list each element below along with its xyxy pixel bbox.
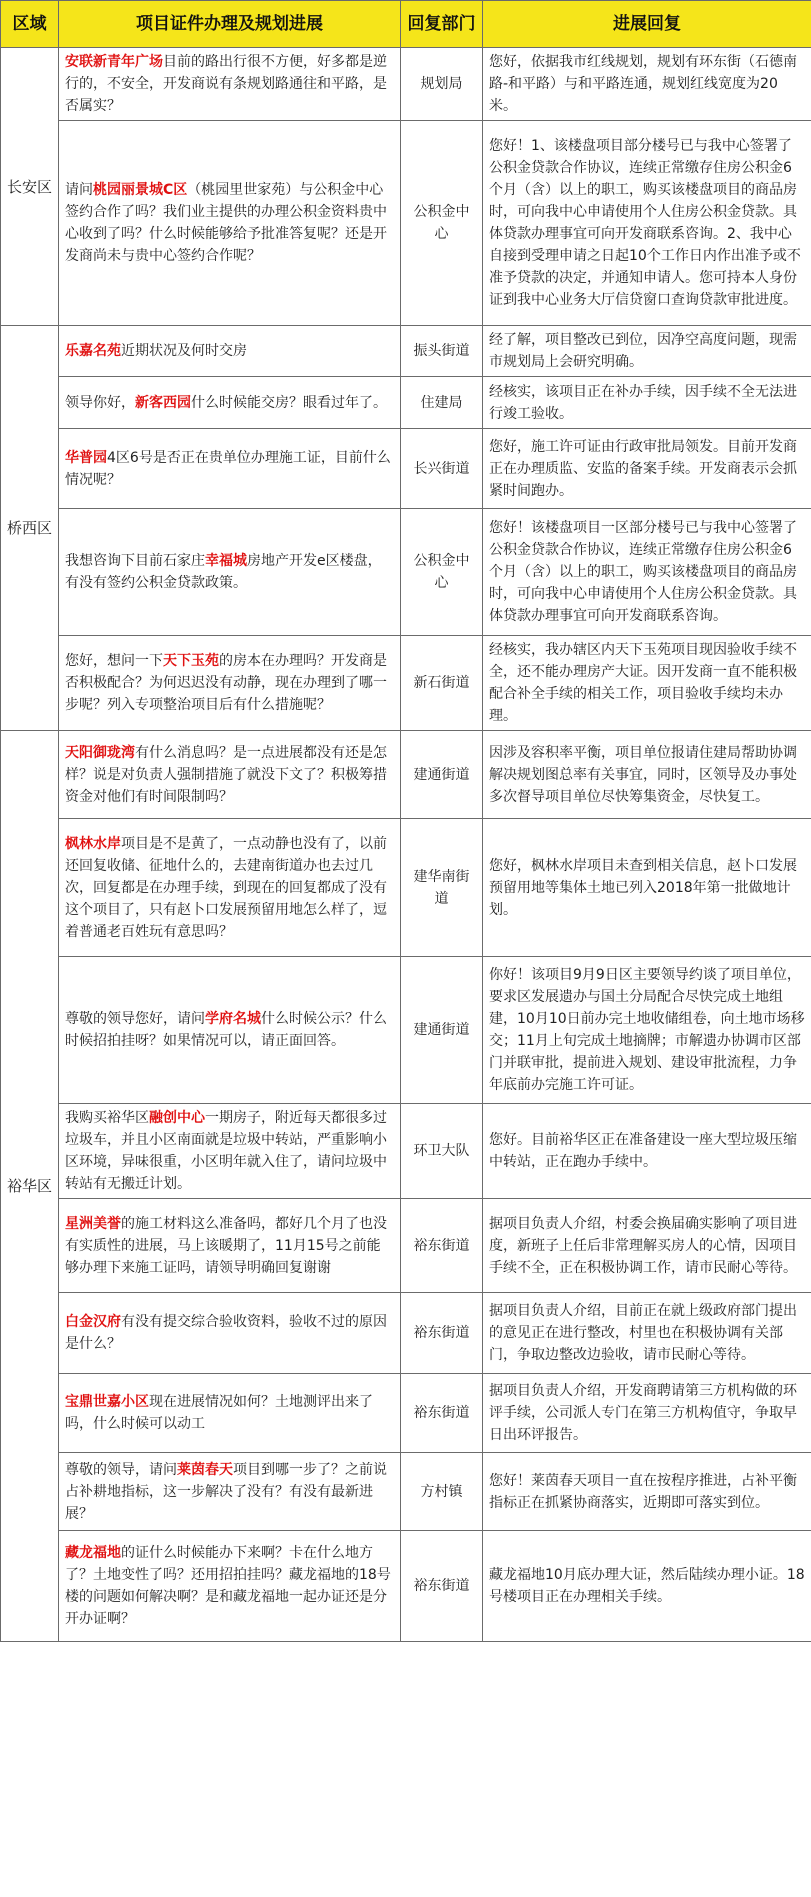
- question-text: 什么时候公示？什么时候招拍挂呀？如果情况可以，请正面回答。: [65, 1011, 387, 1049]
- reply-cell: 据项目负责人介绍，开发商聘请第三方机构做的环评手续，公司派人专门在第三方机构值守，争取早日出环评报告。: [483, 1374, 811, 1453]
- project-name: 学府名城: [205, 1011, 261, 1027]
- project-name: 幸福城: [205, 553, 247, 569]
- table-row: [1, 1293, 811, 1374]
- question-text: 目前的路出行很不方便，好多都是逆行的，不安全，开发商说有条规划路通往和平路，是否属实？: [65, 54, 387, 114]
- reply-cell: 您好！该楼盘项目一区部分楼号已与我中心签署了公积金贷款合作协议，连续正常缴存住房公积金6个月（含）以上的职工，购买该楼盘项目的商品房时，可向我中心申请使用个人住房公积金贷款。具体贷款办理事宜可向开发商联系咨询。: [483, 509, 811, 636]
- header-reply: 进展回复: [483, 1, 811, 48]
- table-row: [1, 48, 811, 121]
- project-name: 宝鼎世嘉小区: [65, 1394, 149, 1410]
- question-prefix: 我想咨询下目前石家庄: [65, 553, 205, 569]
- question-text: 项目到哪一步了？之前说占补耕地指标，这一步解决了没有？有没有最新进展？: [65, 1461, 387, 1522]
- dept-cell: 裕东街道: [401, 1199, 483, 1293]
- reply-cell: 经核实，该项目正在补办手续，因手续不全无法进行竣工验收。: [483, 377, 811, 429]
- table-row: [1, 1453, 811, 1531]
- reply-cell: 您好，依据我市红线规划，规划有环东街（石德南路-和平路）与和平路连通，规划红线宽度为20米。: [483, 48, 811, 121]
- header-dept: 回复部门: [401, 1, 483, 48]
- question-text: 的施工材料这么准备吗，都好几个月了也没有实质性的进展，马上该暖期了，11月15号之前能够办理下来施工证吗，请领导明确回复谢谢: [65, 1215, 387, 1276]
- table-row: [1, 1531, 811, 1642]
- table-row: [1, 429, 811, 509]
- reply-cell: 据项目负责人介绍，村委会换届确实影响了项目进度，新班子上任后非常理解买房人的心情，因项目手续不全，正在积极协调工作，请市民耐心等待。: [483, 1199, 811, 1293]
- question-cell: [59, 1104, 401, 1199]
- dept-cell: 建通街道: [401, 731, 483, 819]
- region-cell: 长安区: [1, 48, 59, 326]
- project-name: 新客西园: [135, 394, 191, 411]
- project-name: 桃园丽景城C区: [93, 182, 188, 198]
- question-prefix: 尊敬的领导您好，请问: [65, 1011, 205, 1027]
- question-text: 近期状况及何时交房: [121, 343, 247, 359]
- question-text: 有什么消息吗？是一点进展都没有还是怎样？说是对负责人强制措施了就没下文了？积极筹措资金对他们有时间限制吗？: [65, 744, 387, 805]
- table-row: [1, 731, 811, 819]
- question-cell: [59, 636, 401, 731]
- question-cell: [59, 509, 401, 636]
- project-name: 藏龙福地: [65, 1545, 121, 1561]
- reply-cell: 您好！1、该楼盘项目部分楼号已与我中心签署了公积金贷款合作协议，连续正常缴存住房公积金6个月（含）以上的职工，购买该楼盘项目的商品房时，可向我中心申请使用个人住房公积金贷款。具体贷款办理事宜可向开发商联系咨询。2、我中心自接到受理申请之日起10个工作日内作出准予或不准予贷款的决定，并通知申请人。您可持本人身份证到我中心业务大厅信贷窗口查询贷款审批进度。: [483, 121, 811, 326]
- project-name: 枫林水岸: [65, 835, 121, 852]
- project-name: 乐嘉名苑: [65, 343, 121, 359]
- dept-cell: 规划局: [401, 48, 483, 121]
- reply-cell: 您好！莱茵春天项目一直在按程序推进，占补平衡指标正在抓紧协商落实，近期即可落实到位。: [483, 1453, 811, 1531]
- dept-cell: 方村镇: [401, 1453, 483, 1531]
- question-prefix: 您好，想问一下: [65, 653, 163, 669]
- project-name: 莱茵春天: [177, 1461, 233, 1478]
- question-cell: [59, 48, 401, 121]
- reply-cell: 经了解，项目整改已到位，因净空高度问题，现需市规划局上会研究明确。: [483, 326, 811, 377]
- dept-cell: 裕东街道: [401, 1293, 483, 1374]
- dept-cell: 长兴街道: [401, 429, 483, 509]
- dept-cell: 住建局: [401, 377, 483, 429]
- question-prefix: 尊敬的领导，请问: [65, 1461, 177, 1478]
- question-text: 的证什么时候能办下来啊？卡在什么地方了？土地变性了吗？还用招拍挂吗？藏龙福地的18号楼的问题如何解决啊？是和藏龙福地一起办证还是分开办证啊？: [65, 1545, 391, 1627]
- question-cell: [59, 1199, 401, 1293]
- question-text: 一期房子，附近每天都很多过垃圾车，并且小区南面就是垃圾中转站，严重影响小区环境，异味很重，小区明年就入住了，请问垃圾中转站有无搬迁计划。: [65, 1110, 387, 1192]
- question-text: 现在进展情况如何？土地测评出来了吗，什么时候可以动工: [65, 1394, 373, 1432]
- project-name: 天下玉苑: [163, 653, 219, 669]
- question-cell: [59, 377, 401, 429]
- dept-cell: 公积金中心: [401, 121, 483, 326]
- question-cell: [59, 1531, 401, 1642]
- question-cell: [59, 1453, 401, 1531]
- project-name: 星洲美誉: [65, 1215, 121, 1232]
- table-row: [1, 1199, 811, 1293]
- table-row: [1, 1104, 811, 1199]
- question-prefix: 请问: [65, 182, 93, 198]
- project-name: 天阳御珑湾: [65, 744, 135, 761]
- dept-cell: 裕东街道: [401, 1374, 483, 1453]
- table-row: [1, 957, 811, 1104]
- question-cell: [59, 731, 401, 819]
- dept-cell: 振头街道: [401, 326, 483, 377]
- reply-cell: 据项目负责人介绍，目前正在就上级政府部门提出的意见正在进行整改，村里也在积极协调有关部门，争取边整改边验收，请市民耐心等待。: [483, 1293, 811, 1374]
- project-name: 白金汉府: [65, 1314, 121, 1330]
- table-row: [1, 377, 811, 429]
- question-cell: [59, 1374, 401, 1453]
- table-row: [1, 509, 811, 636]
- dept-cell: 建通街道: [401, 957, 483, 1104]
- question-text: 项目是不是黄了，一点动静也没有了，以前还回复收储、征地什么的，去建南街道办也去过几次，回复都是在办理手续，到现在的回复都成了没有这个项目了，只有赵卜口发展预留用地怎么样了，逗着普通老百姓玩有意思吗？: [65, 835, 387, 940]
- dept-cell: 建华南街道: [401, 819, 483, 957]
- table-row: [1, 326, 811, 377]
- reply-cell: 您好，枫林水岸项目未查到相关信息，赵卜口发展预留用地等集体土地已列入2018年第一批做地计划。: [483, 819, 811, 957]
- table-row: [1, 819, 811, 957]
- question-cell: [59, 429, 401, 509]
- table-row: [1, 121, 811, 326]
- question-prefix: 我购买裕华区: [65, 1110, 149, 1126]
- project-name: 融创中心: [149, 1110, 205, 1126]
- question-cell: [59, 819, 401, 957]
- reply-cell: 您好。目前裕华区正在准备建设一座大型垃圾压缩中转站，正在跑办手续中。: [483, 1104, 811, 1199]
- project-name: 华普园: [65, 449, 107, 466]
- header-project: 项目证件办理及规划进展: [59, 1, 401, 48]
- question-text: 房地产开发e区楼盘，有没有签约公积金贷款政策。: [65, 553, 382, 591]
- question-cell: [59, 121, 401, 326]
- table-row: [1, 636, 811, 731]
- dept-cell: 裕东街道: [401, 1531, 483, 1642]
- question-text: 有没有提交综合验收资料，验收不过的原因是什么？: [65, 1314, 387, 1352]
- dept-cell: 新石街道: [401, 636, 483, 731]
- reply-cell: 您好，施工许可证由行政审批局领发。目前开发商正在办理质监、安监的备案手续。开发商表示会抓紧时间跑办。: [483, 429, 811, 509]
- reply-cell: 藏龙福地10月底办理大证，然后陆续办理小证。18号楼项目正在办理相关手续。: [483, 1531, 811, 1642]
- header-row: [1, 1, 811, 48]
- dept-cell: 环卫大队: [401, 1104, 483, 1199]
- table-body: [1, 48, 811, 1642]
- dept-cell: 公积金中心: [401, 509, 483, 636]
- question-cell: [59, 1293, 401, 1374]
- reply-cell: 因涉及容积率平衡，项目单位报请住建局帮助协调解决规划图总率有关事宜，同时，区领导及办事处多次督导项目单位尽快筹集资金，尽快复工。: [483, 731, 811, 819]
- reply-cell: 经核实，我办辖区内天下玉苑项目现因验收手续不全，还不能办理房产大证。因开发商一直不能积极配合补全手续的相关工作，项目验收手续均未办理。: [483, 636, 811, 731]
- question-prefix: 领导你好，: [65, 394, 135, 411]
- question-text: 4区6号是否正在贵单位办理施工证，目前什么情况呢？: [65, 449, 391, 488]
- reply-cell: 你好！该项目9月9日区主要领导约谈了项目单位，要求区发展遗办与国土分局配合尽快完成土地组建，10月10日前办完土地收储组卷，向土地市场移交；11月上旬完成土地摘牌；市解遗办协调市区部门并联审批，提前进入规划、建设审批流程，力争年底前办完施工许可证。: [483, 957, 811, 1104]
- question-text: （桃园里世家苑）与公积金中心签约合作了吗？我们业主提供的办理公积金资料贵中心收到了吗？什么时候能够给予批准答复呢？还是开发商尚未与贵中心签约合作呢？: [65, 182, 387, 264]
- region-cell: 裕华区: [1, 731, 59, 1642]
- table-row: [1, 1374, 811, 1453]
- header-region: 区域: [1, 1, 59, 48]
- question-cell: [59, 957, 401, 1104]
- project-name: 安联新青年广场: [65, 54, 163, 70]
- question-cell: [59, 326, 401, 377]
- region-cell: 桥西区: [1, 326, 59, 731]
- question-text: 的房本在办理吗？开发商是否积极配合？为何迟迟没有动静，现在办理到了哪一步呢？列入专项整治项目后有什么措施呢？: [65, 653, 387, 713]
- question-text: 什么时候能交房？眼看过年了。: [191, 394, 387, 411]
